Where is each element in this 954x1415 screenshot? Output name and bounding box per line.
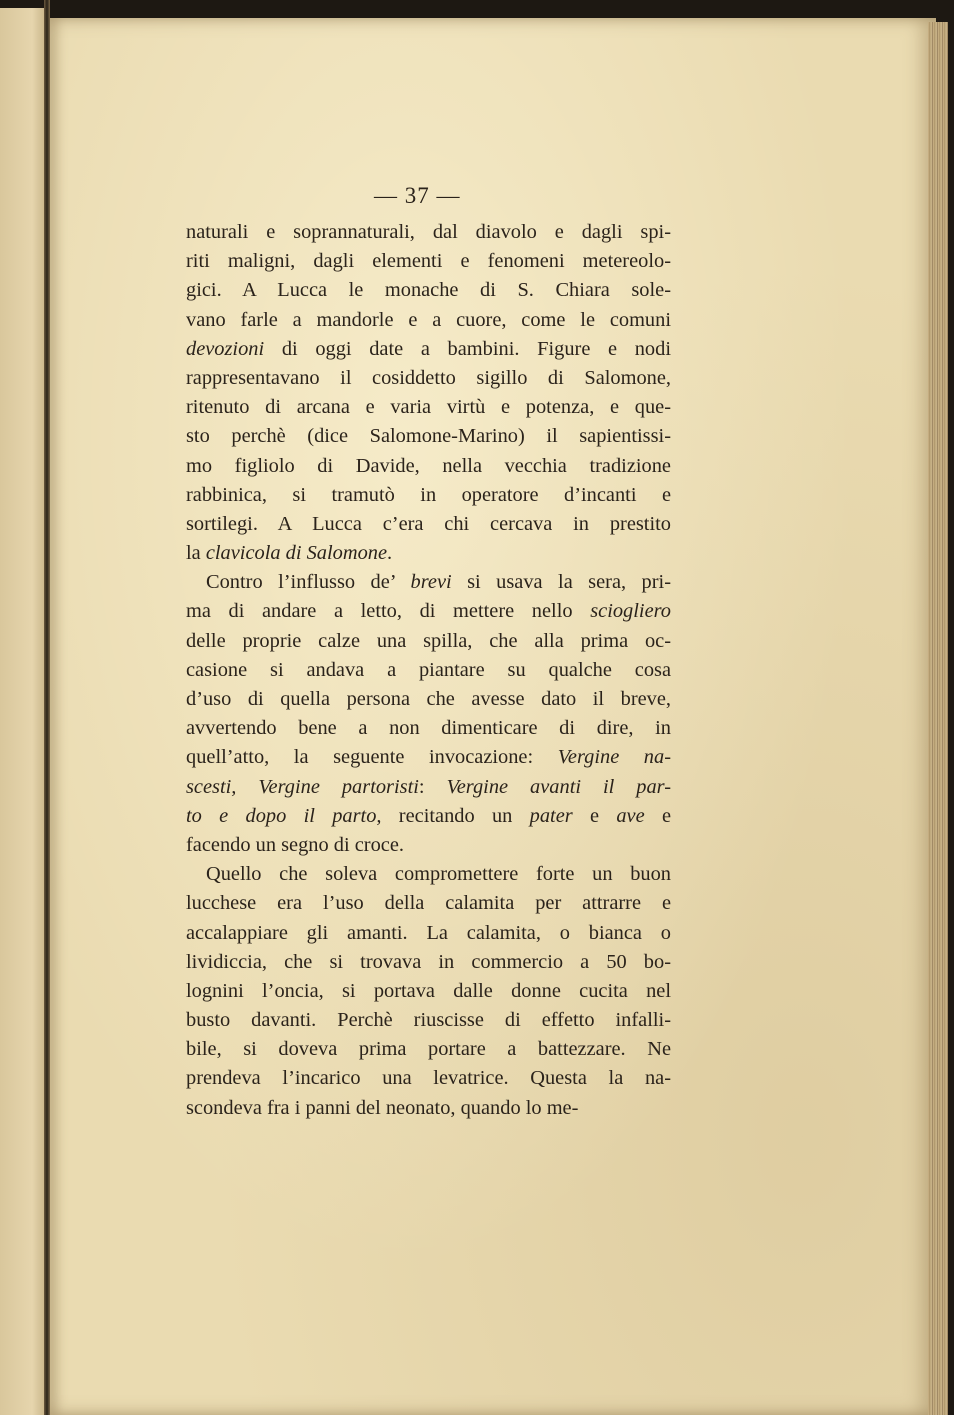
text-segment: di oggi date a bambini. Figure e nodi	[264, 337, 671, 360]
page-number: — 37 —	[374, 183, 461, 208]
text-segment: ma di andare a letto, di mettere nello	[186, 600, 591, 623]
text-line	[186, 276, 671, 305]
text-segment: gici. A Lucca le monache di S. Chiara sole-	[186, 279, 671, 302]
text-line	[186, 1035, 671, 1064]
text-segment: prendeva l’incarico una levatrice. Questa la na-	[186, 1067, 671, 1090]
text-line	[186, 773, 671, 802]
text-segment: casione si andava a piantare su qualche cosa	[186, 658, 671, 681]
text-line	[186, 714, 671, 743]
paragraph	[186, 218, 671, 568]
text-segment: la	[186, 542, 206, 565]
text-line	[186, 218, 671, 247]
text-segment: e	[644, 804, 672, 827]
text-line	[186, 977, 671, 1006]
text-segment: sto perchè (dice Salomone-Marino) il sapientissi-	[186, 425, 671, 448]
text-segment: d’uso di quella persona che avesse dato il breve,	[186, 688, 671, 710]
text-segment: quell’atto, la seguente invocazione:	[186, 746, 558, 769]
text-line	[186, 919, 671, 948]
text-line	[186, 247, 671, 276]
text-line	[186, 1064, 671, 1093]
text-line	[186, 306, 671, 335]
text-segment: busto davanti. Perchè riuscisse di effetto infalli-	[186, 1009, 671, 1032]
paragraph	[186, 568, 671, 860]
facing-page-edge	[0, 8, 46, 1415]
text-segment: lividiccia, che si trovava in commercio a 50 bo-	[186, 950, 671, 973]
text-line	[186, 335, 671, 364]
text-line	[186, 422, 671, 451]
italic-text: ave	[616, 804, 645, 827]
text-line	[186, 656, 671, 685]
body-text	[186, 218, 671, 1123]
text-segment: recitando un	[381, 804, 530, 827]
text-segment: :	[418, 775, 447, 798]
italic-text: scesti, Vergine partoristi	[186, 775, 419, 798]
italic-text: Vergine avanti il par-	[446, 775, 671, 798]
page-stack-edges	[928, 22, 948, 1415]
text-segment: e	[572, 804, 617, 827]
italic-text: to e dopo il parto,	[186, 804, 382, 827]
text-segment: lucchese era l’uso della calamita per attrarre e	[186, 892, 671, 915]
text-segment: accalappiare gli amanti. La calamita, o bianca o	[186, 921, 671, 944]
text-segment: si usava la sera, pri-	[451, 571, 671, 594]
text-segment: sortilegi. A Lucca c’era chi cercava in prestito	[186, 512, 671, 535]
italic-text: devozioni	[186, 337, 265, 360]
text-line	[186, 1094, 671, 1123]
italic-text: Vergine na-	[557, 746, 671, 769]
text-line	[186, 393, 671, 422]
paragraph	[186, 860, 671, 1123]
text-segment: Quello che soleva compromettere forte un buon	[206, 863, 671, 886]
text-segment: lognini l’oncia, si portava dalle donne cucita nel	[186, 979, 671, 1002]
text-line	[186, 948, 671, 977]
text-line	[186, 510, 671, 539]
text-segment: delle proprie calze una spilla, che alla prima oc-	[186, 629, 671, 652]
text-segment: ritenuto di arcana e varia virtù e potenza, e que-	[186, 396, 671, 419]
italic-text: pater	[529, 804, 573, 827]
text-line	[186, 860, 671, 889]
text-line	[186, 1006, 671, 1035]
text-segment: scondeva fra i panni del neonato, quando lo me-	[186, 1096, 579, 1119]
text-line	[186, 685, 671, 714]
italic-text: sciogliero	[590, 600, 671, 623]
text-line	[186, 743, 671, 772]
text-line	[186, 597, 671, 626]
text-segment: rappresentavano il cosiddetto sigillo di Salomone,	[186, 366, 671, 389]
text-line	[186, 568, 671, 597]
text-line	[186, 802, 671, 831]
text-segment: rabbinica, si tramutò in operatore d’incanti e	[186, 483, 671, 506]
text-line	[186, 627, 671, 656]
text-line	[186, 364, 671, 393]
text-line	[186, 481, 671, 510]
text-segment: riti maligni, dagli elementi e fenomeni metereolo-	[186, 250, 671, 273]
text-segment: naturali e soprannaturali, dal diavolo e dagli spi-	[186, 221, 671, 243]
italic-text: brevi	[410, 571, 452, 594]
text-segment: vano farle a mandorle e a cuore, come le comuni	[186, 308, 671, 331]
text-line	[186, 539, 671, 568]
italic-text: clavicola di Salomone	[205, 542, 388, 565]
text-segment: facendo un segno di croce.	[186, 833, 404, 856]
text-line	[186, 831, 671, 860]
text-segment: mo figliolo di Davide, nella vecchia tradizione	[186, 454, 671, 477]
text-line	[186, 889, 671, 918]
text-line	[186, 452, 671, 481]
text-segment: avvertendo bene a non dimenticare di dire, in	[186, 717, 671, 740]
text-segment: Contro l’influsso de’	[206, 571, 411, 594]
text-segment: bile, si doveva prima portare a battezzare. Ne	[186, 1038, 671, 1061]
text-segment: .	[387, 542, 393, 565]
